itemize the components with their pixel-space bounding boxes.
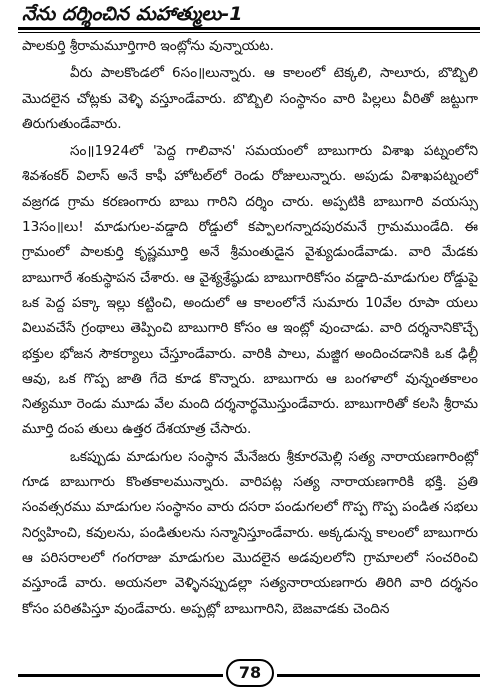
running-header-title: నేను దర్శించిన మహాత్ములు-1 xyxy=(22,3,243,25)
body-text xyxy=(22,34,478,624)
paragraph-3: సం॥1924లో 'పెద్ద గాలివాన' సమయంలో బాబుగారు విశాఖ పట్నంలోని శివశంకర్ విలాస్ అనే కాఫీ హోటల్‌లో రెండు రోజులున్నారు. అపుడు విశాఖపట్నంలో వజ్రగడ గ్రామ కరణంగారు బాబు గారిని దర్శిం చారు. అప్పటికి బాబుగారి వయస్సు 13సం॥లు! మాడుగుల-వడ్డాది రోడ్డులో కప్పాలగన్నాదపురమనే గ్రామముండేది. ఈ గ్రామంలో పాలకుర్తి కృష్ణమూర్తి అనే శ్రీమంతుడైన వైశ్యుడుండేవాడు. వారి మేడకు బాబుగారే శంకుస్థాపన చేశారు. ఆ వైశ్యశ్రేష్ఠుడు బాబుగారికోసం వడ్డాది-మాడుగుల రోడ్డుపై ఒక పెద్ద పక్కా ఇల్లు కట్టించి, అందులో ఆ కాలంలోనే సుమారు 10వేల రూపా యలు విలువచేసే గ్రంథాలు తెప్పించి బాబుగారి కోసం ఆ ఇంట్లో వుంచాడు. వారి దర్శనానికొచ్చే భక్తుల భోజన సౌకర్యాలు చేస్తూండేవారు. వారికి పాలు, మజ్జిగ అందించడానికి ఒక ఢిల్లీ ఆవు, ఒక గొప్ప జాతి గేదె కూడ కొన్నారు. బాబుగారు ఆ బంగళాలో వున్నంతకాలం నిత్యమూ రెండు మూడు వేల మంది దర్శనార్థమొస్తుండేవారు. బాబుగారితో కలసి శ్రీరామ మూర్తి దంప తులు ఉత్తర దేశయాత్ర చేసారు. xyxy=(22,143,478,438)
paragraph-1: పాలకుర్తి శ్రీరామమూర్తిగారి ఇంట్లోను వున్నాయట. xyxy=(22,38,274,54)
page-footer xyxy=(0,656,500,696)
footer-divider-right xyxy=(277,674,480,677)
header-divider xyxy=(18,27,480,33)
paragraph-2: వీరు పాలకొండలో 6సం॥లున్నారు. ఆ కాలంలో టెక్కలి, సాలూరు, బొబ్బిలి మొదలైన చోట్లకు వెళ్ళి వస్తూండేవారు. బొబ్బిలి సంస్థానం వారి పిల్లలు వీరితో జట్టుగా తిరుగుతుండేవారు. xyxy=(22,65,478,132)
page-number: 78 xyxy=(226,659,274,687)
paragraph-4: ఒకప్పుడు మాడుగుల సంస్థాన మేనేజరు శ్రీకూరమెల్లి సత్య నారాయణగారింట్లో గూడ బాబుగారు కొంతకాలమున్నారు. వారిపట్ల సత్య నారాయణగారికి భక్తి. ప్రతి సంవత్సరము మాడుగుల సంస్థానం వారు దసరా పండుగలలో గొప్ప గొప్ప పండిత సభలు నిర్వహించి, కవులను, పండితులను సన్మానిస్తూండేవారు. అక్కడున్న కాలంలో బాబుగారు ఆ పరిసరాలలో గంగరాజు మాడుగుల మొదలైన అడవులలోని గ్రామాలలో సంచరించి వస్తూండే వారు. అయనలా వెళ్ళినప్పుడల్లా సత్యనారాయణగారు తిరిగి వారి దర్శనం కోసం పరితపిస్తూ వుండేవారు. అప్పట్లో బాబుగారిని, బెజవాడకు చెందిన xyxy=(22,448,478,617)
footer-divider-left xyxy=(18,674,223,677)
